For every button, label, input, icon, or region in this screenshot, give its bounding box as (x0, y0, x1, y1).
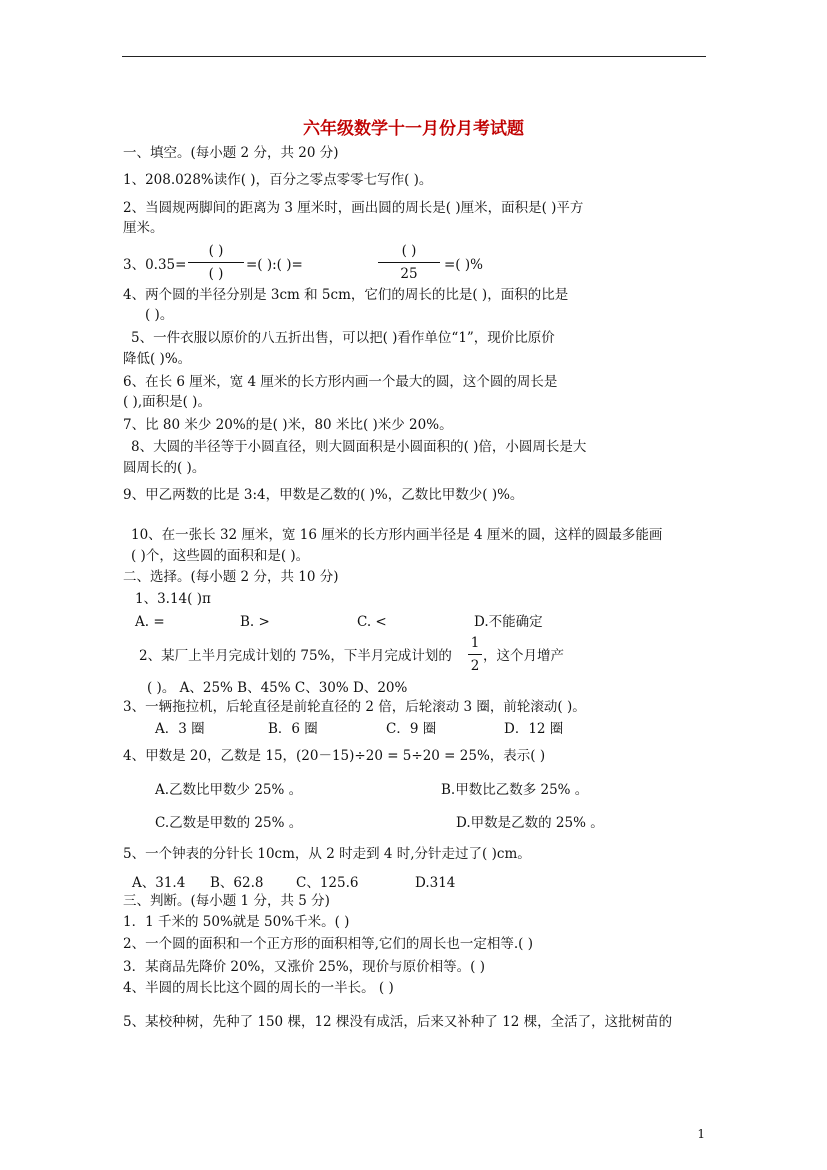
question-3-3: 3．某商品先降价 20%，又涨价 25%，现价与原价相等。( ) (123, 959, 486, 975)
question-1-4-line1: 4、两个圆的半径分别是 3cm 和 5cm，它们的周长的比是( )，面积的比是 (123, 287, 569, 303)
question-1-3-fraction-1 (188, 242, 244, 283)
question-1-10-line1: 10、在一张长 32 厘米，宽 16 厘米的长方形内画半径是 4 厘米的圆，这样的圆最多能画 (131, 527, 663, 543)
fraction-1-denominator: ( ) (208, 266, 224, 282)
question-1-6-line2: ( ),面积是( )。 (123, 394, 211, 410)
question-3-5: 5、某校种树，先种了 150 棵，12 棵没有成活，后来又补种了 12 棵，全活了，这批树苗的 (123, 1014, 673, 1030)
question-1-3-suffix: =( )% (444, 257, 483, 273)
question-2-1: 1、3.14( )π (135, 591, 211, 607)
question-3-2: 2、一个圆的面积和一个正方形的面积相等,它们的周长也一定相等.( ) (123, 936, 533, 952)
fraction-1-numerator: ( ) (188, 242, 244, 263)
question-2-3-option-a: A．3 圈 (155, 721, 205, 737)
question-1-2-line1: 2、当圆规两脚间的距离为 3 厘米时，画出圆的周长是( )厘米，面积是( )平方 (123, 200, 584, 216)
question-2-4-option-b: B.甲数比乙数多 25% 。 (441, 782, 589, 798)
question-2-4-option-d: D.甲数是乙数的 25% 。 (456, 815, 604, 831)
question-2-5-option-d: D.314 (415, 875, 456, 891)
fraction-denominator: 2 (470, 658, 480, 674)
question-1-3-prefix: 3、0.35= (123, 257, 187, 273)
question-1-5-line2: 降低( )%。 (123, 351, 192, 367)
question-1-7: 7、比 80 米少 20%的是( )米，80 米比( )米少 20%。 (123, 417, 453, 433)
question-2-4-option-c: C.乙数是甲数的 25% 。 (155, 815, 303, 831)
question-1-3-middle: =( ):( )= (246, 257, 303, 273)
question-1-1: 1、208.028%读作( )，百分之零点零零七写作( )。 (123, 172, 433, 188)
question-2-3-option-b: B．6 圈 (268, 721, 318, 737)
question-1-2-line2: 厘米。 (123, 220, 164, 236)
question-1-8-line2: 圆周长的( )。 (123, 460, 206, 476)
question-2-4-option-a: A.乙数比甲数少 25% 。 (155, 782, 303, 798)
header-rule (122, 56, 706, 57)
question-2-4: 4、甲数是 20，乙数是 15，(20－15)÷20 = 5÷20 = 25%，表示( ) (123, 748, 546, 764)
question-1-9: 9、甲乙两数的比是 3:4，甲数是乙数的( )%，乙数比甲数少( )%。 (123, 487, 524, 503)
fraction-2-numerator: ( ) (378, 242, 440, 263)
question-2-5-option-c: C、125.6 (296, 875, 359, 891)
question-3-4: 4、半圆的周长比这个圆的周长的一半长。 ( ) (123, 980, 394, 996)
question-1-4-line2: ( )。 (145, 307, 174, 323)
question-1-5-line1: 5、一件衣服以原价的八五折出售，可以把( )看作单位“1”，现价比原价 (131, 330, 555, 346)
question-2-5-option-a: A、31.4 (132, 875, 186, 891)
page-number: 1 (697, 1127, 705, 1141)
question-3-1: 1．1 千米的 50%就是 50%千米。( ) (123, 914, 350, 930)
question-2-2-tail: ，这个月增产 (483, 648, 564, 664)
question-2-5: 5、一个钟表的分针长 10cm，从 2 时走到 4 时,分针走过了( )cm。 (123, 846, 531, 862)
question-2-2-options: ( )。 A、25% B、45% C、30% D、20% (147, 680, 408, 696)
question-2-1-option-a: A. = (135, 614, 165, 630)
section1-header: 一、填空。(每小题 2 分，共 20 分) (123, 145, 339, 161)
question-2-3: 3、一辆拖拉机，后轮直径是前轮直径的 2 倍，后轮滚动 3 圈，前轮滚动( )。 (123, 699, 586, 715)
question-2-3-option-c: C．9 圈 (386, 721, 437, 737)
question-2-5-option-b: B、62.8 (210, 875, 264, 891)
question-1-8-line1: 8、大圆的半径等于小圆直径，则大圆面积是小圆面积的( )倍，小圆周长是大 (131, 439, 587, 455)
question-1-3-fraction-2 (378, 242, 440, 283)
question-2-1-option-b: B. > (240, 614, 270, 630)
page-title: 六年级数学十一月份月考试题 (303, 119, 524, 139)
question-2-2-text: 2、某厂上半月完成计划的 75%，下半月完成计划的 (139, 648, 452, 664)
question-1-10-line2: ( )个，这些圆的面积和是( )。 (131, 548, 310, 564)
question-2-3-option-d: D．12 圈 (504, 721, 564, 737)
section2-header: 二、选择。(每小题 2 分，共 10 分) (123, 569, 339, 585)
question-2-2-fraction (468, 634, 482, 675)
section3-header: 三、判断。(每小题 1 分，共 5 分) (123, 893, 330, 909)
question-1-6-line1: 6、在长 6 厘米，宽 4 厘米的长方形内画一个最大的圆，这个圆的周长是 (123, 374, 558, 390)
question-2-1-option-d: D.不能确定 (474, 614, 543, 630)
fraction-2-denominator: 25 (400, 266, 418, 282)
fraction-numerator: 1 (468, 634, 482, 655)
question-2-1-option-c: C. < (357, 614, 387, 630)
